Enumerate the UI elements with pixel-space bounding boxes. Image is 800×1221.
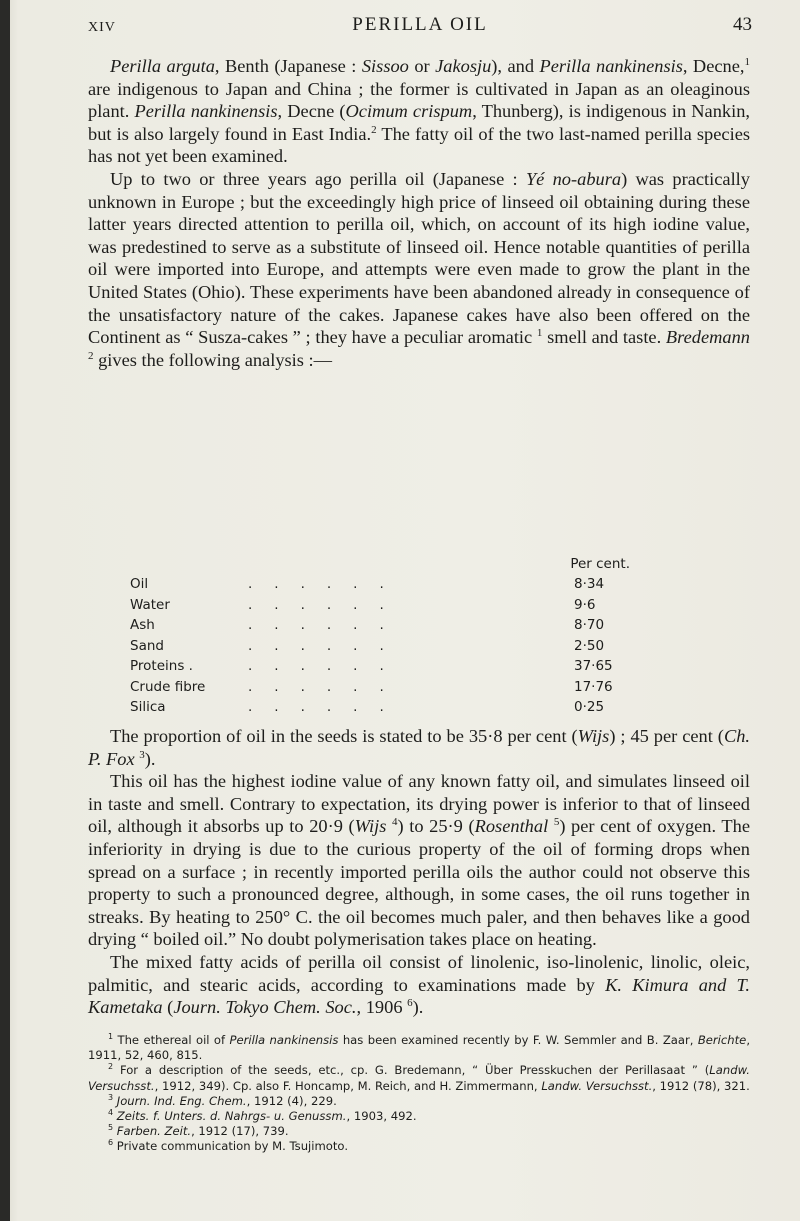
leader-dots: ......	[248, 699, 406, 715]
text-span: , Benth (Japanese :	[214, 56, 362, 76]
row-value: 2·50	[574, 637, 605, 654]
text-span: (	[162, 997, 174, 1018]
text-span: or	[408, 56, 436, 76]
text-span: Perilla nankinensis	[229, 1033, 339, 1047]
paragraph-5	[88, 951, 750, 1019]
text-span: Perilla nankinensis	[134, 101, 278, 122]
text-span: Private communication by M. Tsujimoto.	[113, 1139, 349, 1154]
row-label: Water	[130, 596, 170, 613]
text-span: For a description of the seeds, etc., cp. G. Bredemann, “ Über Presskuchen der Perillasaat ” (	[113, 1063, 710, 1078]
text-span: Landw. Versuchsst.	[541, 1078, 653, 1093]
table-row	[130, 679, 630, 700]
footnote-ref: 3	[139, 748, 145, 761]
footnote-ref: 4	[391, 816, 398, 829]
leader-dots: ......	[248, 596, 406, 613]
footnote-2	[88, 1063, 750, 1093]
text-span: Berichte	[697, 1033, 747, 1047]
text-span: Bredemann	[665, 327, 750, 348]
page-edge	[0, 0, 10, 1221]
table-row	[130, 699, 630, 720]
text-span: , Decne (	[277, 101, 346, 122]
footnote-ref: 1	[744, 55, 750, 68]
table-row	[130, 597, 630, 618]
leader-dots: ......	[248, 658, 406, 674]
page-number: 43	[733, 14, 752, 35]
text-span: Journ. Tokyo Chem. Soc.	[173, 997, 357, 1018]
text-span: Rosenthal	[474, 816, 549, 837]
text-span: , 1912, 349). Cp. also F. Honcamp, M. Reich, and H. Zimmermann,	[154, 1078, 542, 1093]
text-span: Perilla arguta	[110, 56, 215, 76]
footnote-number: 3	[108, 1092, 114, 1102]
row-value: 37·65	[574, 658, 613, 674]
footnote-5	[88, 1124, 750, 1139]
text-span: gives the following analysis :—	[93, 349, 333, 370]
analysis-table	[130, 556, 630, 720]
text-span: Ch. P. Fox	[88, 726, 750, 769]
footnote-ref: 2	[371, 123, 377, 136]
table-unit-header: Per cent.	[570, 556, 630, 572]
text-span: , Thunberg), is indigenous in Nankin, but is also largely found in East India.	[88, 101, 751, 144]
text-span: , 1906	[356, 997, 408, 1018]
text-span: ), and	[491, 56, 540, 76]
table-row	[130, 658, 630, 679]
leader-dots: ......	[248, 678, 406, 695]
text-span: Wijs	[577, 726, 610, 746]
text-span: Wijs	[354, 816, 387, 837]
footnote-4	[88, 1109, 750, 1124]
footnote-ref: 5	[553, 816, 560, 829]
text-span: has been examined recently by F. W. Semmler and B. Zaar,	[338, 1033, 698, 1047]
footnote-number: 6	[108, 1138, 114, 1148]
body-text-top	[88, 55, 750, 371]
text-span: The proportion of oil in the seeds is stated to be 35·8 per cent (	[110, 726, 578, 746]
text-span: Journ. Ind. Eng. Chem.	[116, 1093, 247, 1108]
leader-dots: ......	[248, 637, 406, 654]
text-span: , 1903, 492.	[346, 1109, 417, 1124]
text-span: ).	[412, 997, 424, 1018]
text-span: ) ; 45 per cent (	[609, 726, 724, 746]
footnote-number: 2	[108, 1062, 114, 1072]
paragraph-3	[88, 725, 750, 770]
footnote-3	[88, 1094, 750, 1109]
paragraph-4	[88, 770, 750, 951]
running-title: PERILLA OIL	[352, 14, 488, 35]
text-span: Perilla nankinensis	[539, 56, 683, 76]
row-value: 8·70	[574, 617, 605, 633]
leader-dots: ......	[248, 617, 406, 633]
text-span: , 1912 (17), 739.	[191, 1124, 289, 1139]
text-span: are indigenous to Japan and China ; the former is cultivated in Japan as an oleaginous plant.	[88, 78, 750, 122]
table-row	[130, 638, 630, 659]
text-span: ) was practically unknown in Europe ; but the exceedingly high price of linseed oil obtaining during these latter years directed attention to perilla oil, which, on account of its high iodine value, was predestined to serve as a substitute of linseed oil. Hence notable quantities of perilla oil were imported into Europe, and attempts were even made to grow the plant in the United States (Ohio). These experiments have been abandoned already in consequence of the unsatisfactory nature of the cakes. Japanese cakes have also been offered on the Continent as “ Susza-cakes ” ; they have a peculiar aromatic	[88, 168, 750, 348]
text-span: The fatty oil of the two last-named perilla species has not yet been examined.	[88, 123, 751, 167]
row-label: Silica	[130, 699, 166, 715]
table-body	[130, 576, 630, 720]
text-span: ) per cent of oxygen. The inferiority in drying is due to the curious property of the oil of forming drops when spread on a surface ; in recently imported perilla oils the author could not observe this property to such a pronounced degree, although, in some cases, the oil runs together in streaks. By heating to 250° C. the oil becomes much paler, and then behaves like a good drying “ boiled oil.” No doubt polymerisation takes place on heating.	[88, 816, 750, 950]
text-span: Landw. Versuchsst.	[88, 1063, 750, 1093]
footnotes	[88, 1033, 750, 1155]
text-span: Up to two or three years ago perilla oil (Japanese :	[110, 168, 526, 189]
text-span: Zeits. f. Unters. d. Nahrgs- u. Genussm.	[116, 1109, 347, 1124]
text-span: ).	[144, 748, 156, 769]
text-span: Farben. Zeit.	[116, 1124, 192, 1139]
footnote-ref: 1	[536, 327, 543, 339]
row-value: 8·34	[574, 576, 605, 592]
footnote-1	[88, 1033, 750, 1063]
row-label: Crude fibre	[130, 678, 206, 695]
row-value: 17·76	[574, 678, 613, 695]
running-header	[88, 14, 752, 40]
row-value: 0·25	[574, 699, 605, 715]
text-span: The ethereal oil of	[113, 1033, 230, 1047]
body-text-bottom	[88, 725, 750, 1019]
table-row	[130, 617, 630, 638]
text-span: , 1912 (4), 229.	[246, 1093, 337, 1108]
text-span: Sissoo	[361, 56, 409, 76]
text-span: This oil has the highest iodine value of any known fatty oil, and simulates linseed oil in taste and smell. Contrary to expectation, its drying power is inferior to that of linseed oil, although it absorbs up to 20·9 (	[88, 771, 750, 837]
footnote-number: 4	[108, 1108, 114, 1118]
row-label: Oil	[130, 576, 149, 592]
text-span: , 1911, 52, 460, 815.	[88, 1033, 750, 1063]
footnote-ref: 2	[88, 349, 94, 362]
leader-dots: ......	[248, 576, 406, 592]
text-span: , 1912 (78), 321.	[652, 1078, 750, 1093]
text-span: smell and taste.	[542, 327, 666, 348]
row-label: Proteins .	[130, 658, 193, 674]
footnote-number: 5	[108, 1123, 114, 1133]
footnote-ref: 6	[407, 997, 413, 1009]
row-label: Ash	[130, 617, 155, 633]
text-span: Jakosju	[435, 56, 492, 76]
text-span: Ocimum crispum	[345, 101, 473, 122]
text-span: , Decne,	[682, 56, 745, 76]
text-span: ) to 25·9 (	[397, 816, 475, 837]
section-number: XIV	[88, 20, 116, 35]
text-span: The mixed fatty acids of perilla oil consist of linolenic, iso-linolenic, linolic, oleic, palmitic, and stearic acids, according to examinations made by	[88, 951, 750, 995]
paragraph-1	[88, 55, 750, 168]
text-span: K. Kimura and T. Kametaka	[88, 974, 750, 1018]
row-value: 9·6	[574, 596, 596, 613]
paragraph-2	[88, 168, 750, 371]
footnote-6	[88, 1139, 750, 1154]
text-span: Yé no-abura	[525, 168, 622, 189]
table-row	[130, 576, 630, 597]
row-label: Sand	[130, 637, 164, 654]
footnote-number: 1	[108, 1032, 114, 1042]
